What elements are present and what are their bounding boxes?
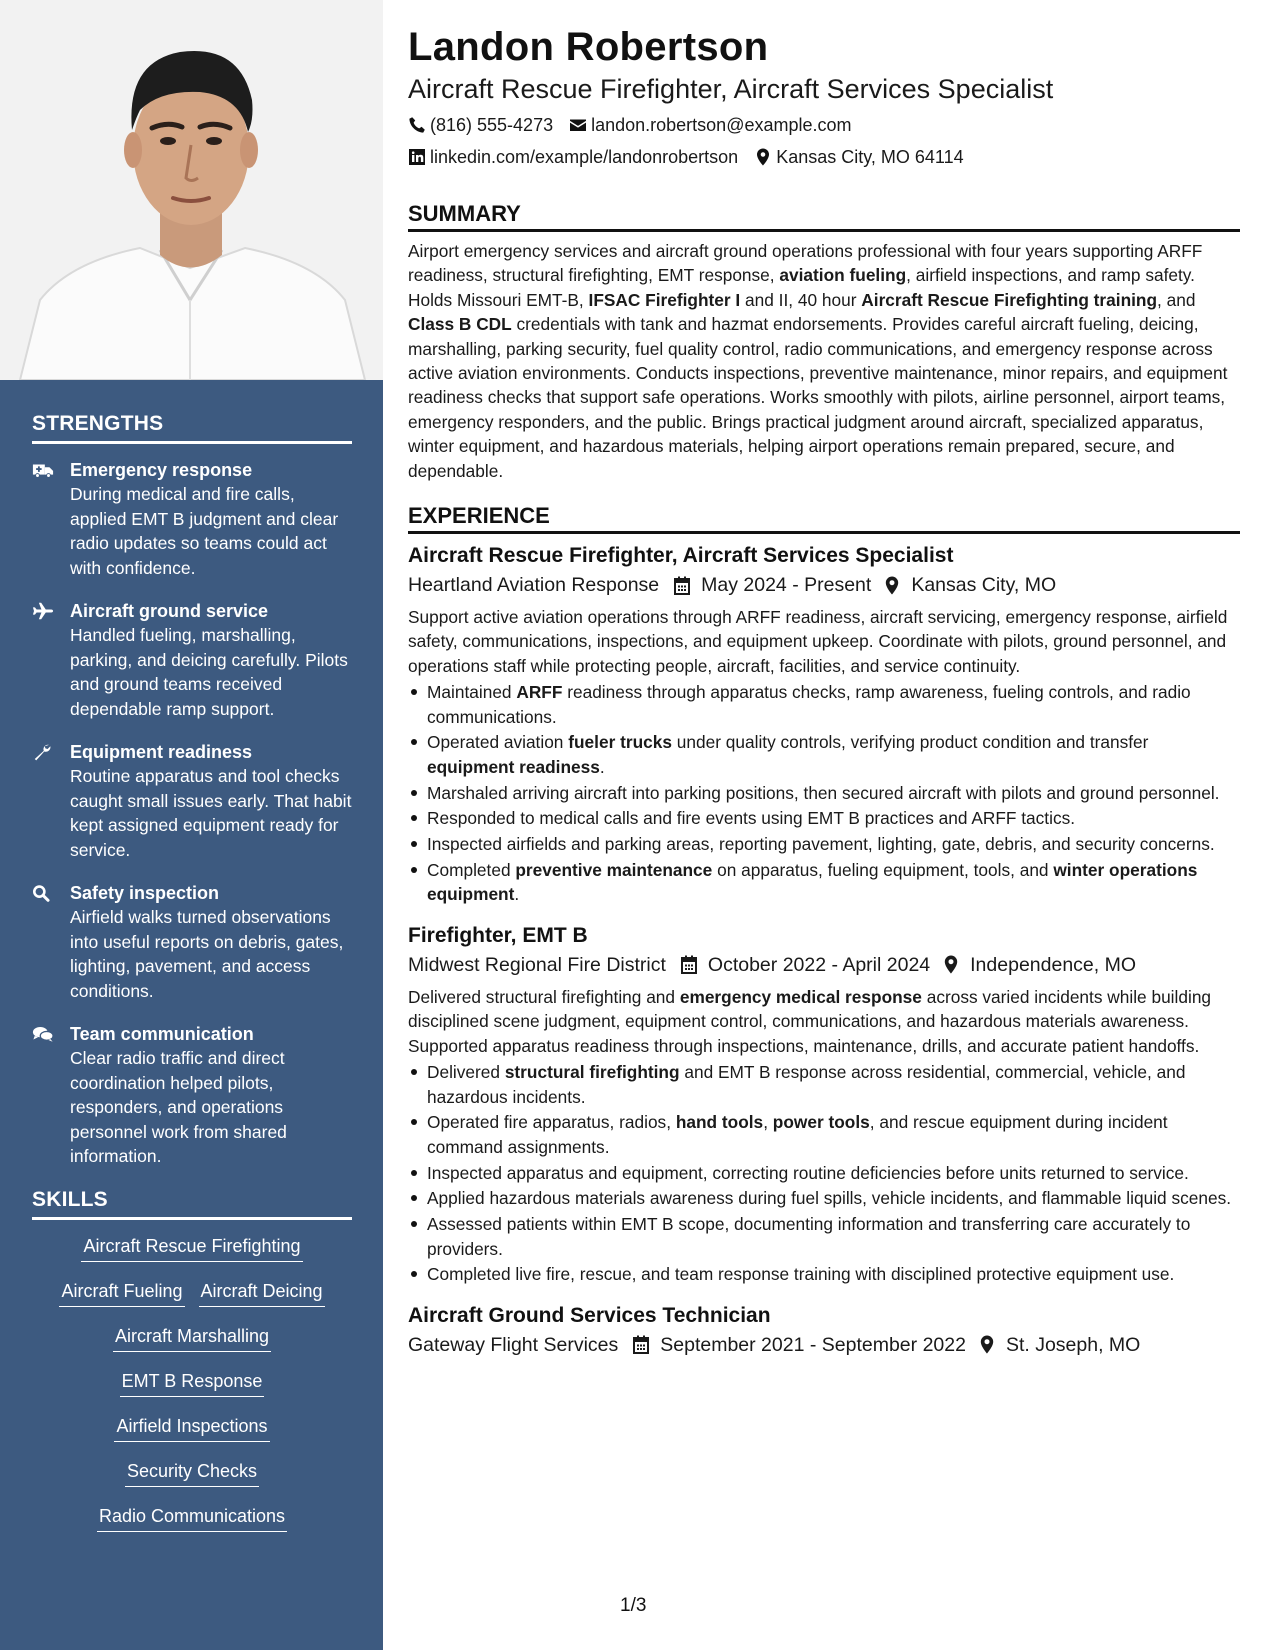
calendar-icon [673, 576, 691, 595]
bullet-item: Delivered structural firefighting and EMT B response across residential, commercial, vehicle, and hazardous incidents. [408, 1060, 1240, 1109]
strength-title: Emergency response [70, 460, 253, 480]
job-org: Heartland Aviation Response [408, 574, 660, 597]
job-entry [408, 921, 1240, 1287]
phone-text: (816) 555-4273 [430, 115, 554, 135]
linkedin-icon [408, 148, 426, 166]
job-org: Gateway Flight Services [408, 1333, 619, 1356]
map-pin-icon [883, 576, 901, 595]
bullet-item: Maintained ARFF readiness through apparatus checks, ramp awareness, fueling controls, and radio communications. [408, 680, 1240, 729]
location-contact [754, 145, 963, 169]
strength-desc: Clear radio traffic and direct coordination helped pilots, responders, and operations personnel work from shared information. [70, 1048, 287, 1166]
contact-row [408, 113, 1240, 137]
strength-title: Equipment readiness [70, 742, 253, 762]
skill-tag: Security Checks [125, 1459, 259, 1487]
strength-item [32, 599, 352, 721]
skills-list [32, 1234, 352, 1537]
main-content [408, 22, 1240, 1359]
email-text[interactable]: landon.robertson@example.com [591, 115, 852, 135]
bullet-item: Responded to medical calls and fire events using EMT B practices and ARFF tactics. [408, 806, 1240, 830]
bullet-item: Completed live fire, rescue, and team response training with disciplined protective equipment use. [408, 1262, 1240, 1286]
job-meta [408, 571, 1240, 599]
job-dates: May 2024 - Present [701, 574, 872, 597]
bullet-item: Applied hazardous materials awareness during fuel spills, vehicle incidents, and flammable liquid scenes. [408, 1186, 1240, 1210]
job-title: Aircraft Ground Services Technician [408, 1303, 771, 1327]
summary-text: Airport emergency services and aircraft ground operations professional with four years supporting ARFF readiness, structural firefighting, EMT response, aviation fueling, airfield inspections, and ramp safety. Holds Missouri EMT-B, IFSAC Firefighter I and II, 40 hour Aircraft Rescue Firefighting training, and Class B CDL credentials with tank and hazmat endorsements. Provides careful aircraft fueling, deicing, marshalling, parking security, fuel quality control, radio communications, and emergency response across active aviation environments. Conducts inspections, preventive maintenance, minor repairs, and equipment readiness checks that support safe operations. Works smoothly with pilots, airline personnel, airport teams, emergency responders, and the public. Brings practical judgment around aircraft, specialized apparatus, winter equipment, and hazardous materials, helping airport operations remain prepared, secure, and dependable. [408, 241, 1228, 481]
ambulance-icon [32, 458, 70, 580]
experience-heading: EXPERIENCE [408, 503, 1240, 534]
bullet-item: Operated fire apparatus, radios, hand tools, power tools, and rescue equipment during incident command assignments. [408, 1110, 1240, 1159]
job-meta [408, 1331, 1240, 1359]
wrench-icon [32, 740, 70, 862]
page-number: 1/3 [620, 1595, 647, 1616]
job-dates: September 2021 - September 2022 [660, 1333, 966, 1356]
skill-tag: Aircraft Deicing [199, 1279, 325, 1307]
email-contact[interactable] [569, 113, 851, 137]
skill-tag: Airfield Inspections [114, 1414, 269, 1442]
strength-item [32, 740, 352, 862]
job-bullets [408, 680, 1240, 907]
bullet-item: Inspected apparatus and equipment, correcting routine deficiencies before units returned to service. [408, 1161, 1240, 1185]
skill-tag: Aircraft Marshalling [113, 1324, 271, 1352]
strengths-heading: STRENGTHS [32, 412, 352, 444]
skill-tag: Aircraft Rescue Firefighting [81, 1234, 302, 1262]
job-meta [408, 951, 1240, 979]
job-dates: October 2022 - April 2024 [707, 953, 931, 976]
job-description: Support active aviation operations through ARFF readiness, aircraft servicing, emergency response, airfield safety, communications, inspections, and equipment upkeep. Coordinate with pilots, ground personnel, and operations staff while protecting people, aircraft, facilities, and service continuity. [408, 607, 1228, 676]
strength-desc: Routine apparatus and tool checks caught small issues early. That habit kept assigned equipment ready for service. [70, 766, 352, 860]
strength-title: Team communication [70, 1024, 254, 1044]
strength-desc: During medical and fire calls, applied EMT B judgment and clear radio updates so teams could act with confidence. [70, 484, 339, 578]
strength-item [32, 458, 352, 580]
bullet-item: Assessed patients within EMT B scope, documenting information and transferring care accurately to providers. [408, 1212, 1240, 1261]
sidebar-content [32, 412, 352, 1537]
calendar-icon [680, 955, 698, 974]
plane-icon [32, 599, 70, 721]
envelope-icon [569, 116, 587, 134]
candidate-title: Aircraft Rescue Firefighter, Aircraft Services Specialist [408, 74, 1054, 104]
skill-tag: Aircraft Fueling [59, 1279, 184, 1307]
job-location: St. Joseph, MO [1005, 1333, 1141, 1356]
linkedin-text[interactable]: linkedin.com/example/landonrobertson [430, 147, 739, 167]
bullet-item: Marshaled arriving aircraft into parking positions, then secured aircraft with pilots and ground personnel. [408, 781, 1240, 805]
bullet-item: Inspected airfields and parking areas, reporting pavement, lighting, gate, debris, and security concerns. [408, 832, 1240, 856]
phone-icon [408, 116, 426, 134]
strength-title: Aircraft ground service [70, 601, 269, 621]
skills-heading: SKILLS [32, 1188, 352, 1220]
strength-desc: Airfield walks turned observations into useful reports on debris, gates, lighting, pavement, and access conditions. [70, 907, 344, 1001]
comments-icon [32, 1022, 70, 1169]
skill-tag: Radio Communications [97, 1504, 287, 1532]
search-icon [32, 881, 70, 1003]
map-pin-icon [754, 148, 772, 166]
strength-item [32, 1022, 352, 1169]
job-title: Aircraft Rescue Firefighter, Aircraft Services Specialist [408, 544, 954, 568]
linkedin-contact[interactable] [408, 145, 738, 169]
job-org: Midwest Regional Fire District [408, 953, 666, 976]
job-location: Independence, MO [970, 953, 1137, 976]
strength-title: Safety inspection [70, 883, 220, 903]
bullet-item: Completed preventive maintenance on apparatus, fueling equipment, tools, and winter operations equipment. [408, 858, 1240, 907]
map-pin-icon [978, 1335, 996, 1354]
job-entry [408, 1301, 1240, 1359]
summary-heading: SUMMARY [408, 201, 1240, 232]
strength-item [32, 881, 352, 1003]
phone-contact [408, 113, 553, 137]
job-title: Firefighter, EMT B [408, 923, 588, 947]
map-pin-icon [942, 955, 960, 974]
candidate-name: Landon Robertson [408, 25, 769, 69]
skill-tag: EMT B Response [120, 1369, 265, 1397]
job-bullets [408, 1060, 1240, 1287]
bullet-item: Operated aviation fueler trucks under quality controls, verifying product condition and transfer equipment readiness. [408, 730, 1240, 779]
calendar-icon [632, 1335, 650, 1354]
contact-row [408, 145, 1240, 169]
job-entry [408, 541, 1240, 907]
job-location: Kansas City, MO [911, 574, 1057, 597]
location-text: Kansas City, MO 64114 [776, 147, 964, 167]
job-description: Delivered structural firefighting and emergency medical response across varied incidents while building disciplined scene judgment, equipment control, communications, and hazardous materials awareness. Supported apparatus readiness through inspections, maintenance, drills, and accurate patient handoffs. [408, 986, 1212, 1056]
sidebar [0, 0, 383, 1650]
profile-photo [0, 0, 383, 380]
strength-desc: Handled fueling, marshalling, parking, and deicing carefully. Pilots and ground teams received dependable ramp support. [70, 625, 348, 719]
